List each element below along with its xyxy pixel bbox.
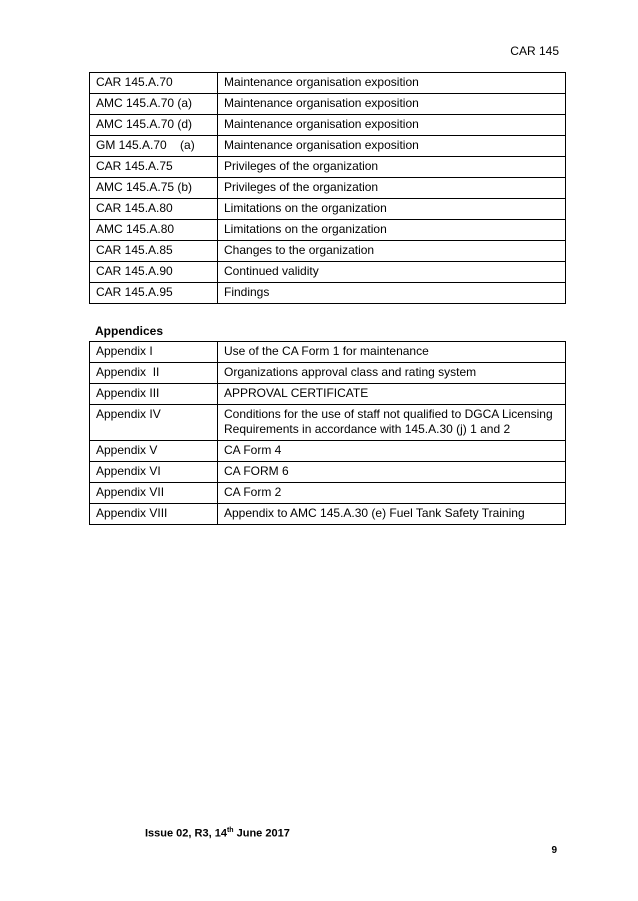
title-cell: Limitations on the organization bbox=[218, 220, 566, 241]
title-cell: Maintenance organisation exposition bbox=[218, 136, 566, 157]
table-row bbox=[90, 178, 566, 199]
table-row bbox=[90, 94, 566, 115]
title-cell: CA Form 4 bbox=[218, 441, 566, 462]
page-number: 9 bbox=[551, 845, 557, 856]
reference-cell: CAR 145.A.85 bbox=[90, 241, 218, 262]
table-row bbox=[90, 115, 566, 136]
appendix-cell: Appendix II bbox=[90, 363, 218, 384]
table-row bbox=[90, 283, 566, 304]
appendices-heading: Appendices bbox=[95, 324, 164, 338]
reference-cell: CAR 145.A.95 bbox=[90, 283, 218, 304]
table-row bbox=[90, 384, 566, 405]
reference-cell: CAR 145.A.75 bbox=[90, 157, 218, 178]
appendix-cell: Appendix IV bbox=[90, 405, 218, 441]
appendices-table bbox=[89, 341, 566, 525]
table-row bbox=[90, 342, 566, 363]
issue-date-suffix: June 2017 bbox=[233, 827, 290, 840]
table-row bbox=[90, 220, 566, 241]
appendix-cell: Appendix III bbox=[90, 384, 218, 405]
table-row bbox=[90, 462, 566, 483]
issue-prefix: Issue 02, R3, 14 bbox=[145, 827, 227, 840]
table-row bbox=[90, 262, 566, 283]
title-cell: Maintenance organisation exposition bbox=[218, 115, 566, 136]
title-cell: CA Form 2 bbox=[218, 483, 566, 504]
title-cell: Continued validity bbox=[218, 262, 566, 283]
title-cell: Maintenance organisation exposition bbox=[218, 94, 566, 115]
reference-cell: AMC 145.A.75 (b) bbox=[90, 178, 218, 199]
table-row bbox=[90, 504, 566, 525]
reference-cell: AMC 145.A.70 (a) bbox=[90, 94, 218, 115]
table-row bbox=[90, 73, 566, 94]
reference-cell: AMC 145.A.70 (d) bbox=[90, 115, 218, 136]
appendix-cell: Appendix VII bbox=[90, 483, 218, 504]
title-cell: APPROVAL CERTIFICATE bbox=[218, 384, 566, 405]
appendix-cell: Appendix I bbox=[90, 342, 218, 363]
document-id: CAR 145 bbox=[510, 44, 559, 58]
title-cell: CA FORM 6 bbox=[218, 462, 566, 483]
table-row bbox=[90, 241, 566, 262]
reference-cell: CAR 145.A.80 bbox=[90, 199, 218, 220]
title-cell: Changes to the organization bbox=[218, 241, 566, 262]
title-cell: Maintenance organisation exposition bbox=[218, 73, 566, 94]
appendix-cell: Appendix V bbox=[90, 441, 218, 462]
reference-cell: CAR 145.A.90 bbox=[90, 262, 218, 283]
table-row bbox=[90, 405, 566, 441]
title-cell: Use of the CA Form 1 for maintenance bbox=[218, 342, 566, 363]
appendix-cell: Appendix VI bbox=[90, 462, 218, 483]
table-row bbox=[90, 157, 566, 178]
appendix-cell: Appendix VIII bbox=[90, 504, 218, 525]
title-cell: Privileges of the organization bbox=[218, 157, 566, 178]
title-cell: Privileges of the organization bbox=[218, 178, 566, 199]
table-row bbox=[90, 441, 566, 462]
reference-cell: CAR 145.A.70 bbox=[90, 73, 218, 94]
table-row bbox=[90, 363, 566, 384]
issue-info bbox=[145, 827, 290, 840]
title-cell: Limitations on the organization bbox=[218, 199, 566, 220]
reference-cell: GM 145.A.70 (a) bbox=[90, 136, 218, 157]
table-row bbox=[90, 199, 566, 220]
title-cell: Appendix to AMC 145.A.30 (e) Fuel Tank Safety Training bbox=[218, 504, 566, 525]
table-row bbox=[90, 483, 566, 504]
issue-ordinal-suffix: th bbox=[226, 827, 234, 834]
reference-cell: AMC 145.A.80 bbox=[90, 220, 218, 241]
title-cell: Findings bbox=[218, 283, 566, 304]
title-cell: Conditions for the use of staff not qualified to DGCA Licensing Requirements in accordance with 145.A.30 (j) 1 and 2 bbox=[218, 405, 566, 441]
references-table bbox=[89, 72, 566, 304]
title-cell: Organizations approval class and rating system bbox=[218, 363, 566, 384]
table-row bbox=[90, 136, 566, 157]
